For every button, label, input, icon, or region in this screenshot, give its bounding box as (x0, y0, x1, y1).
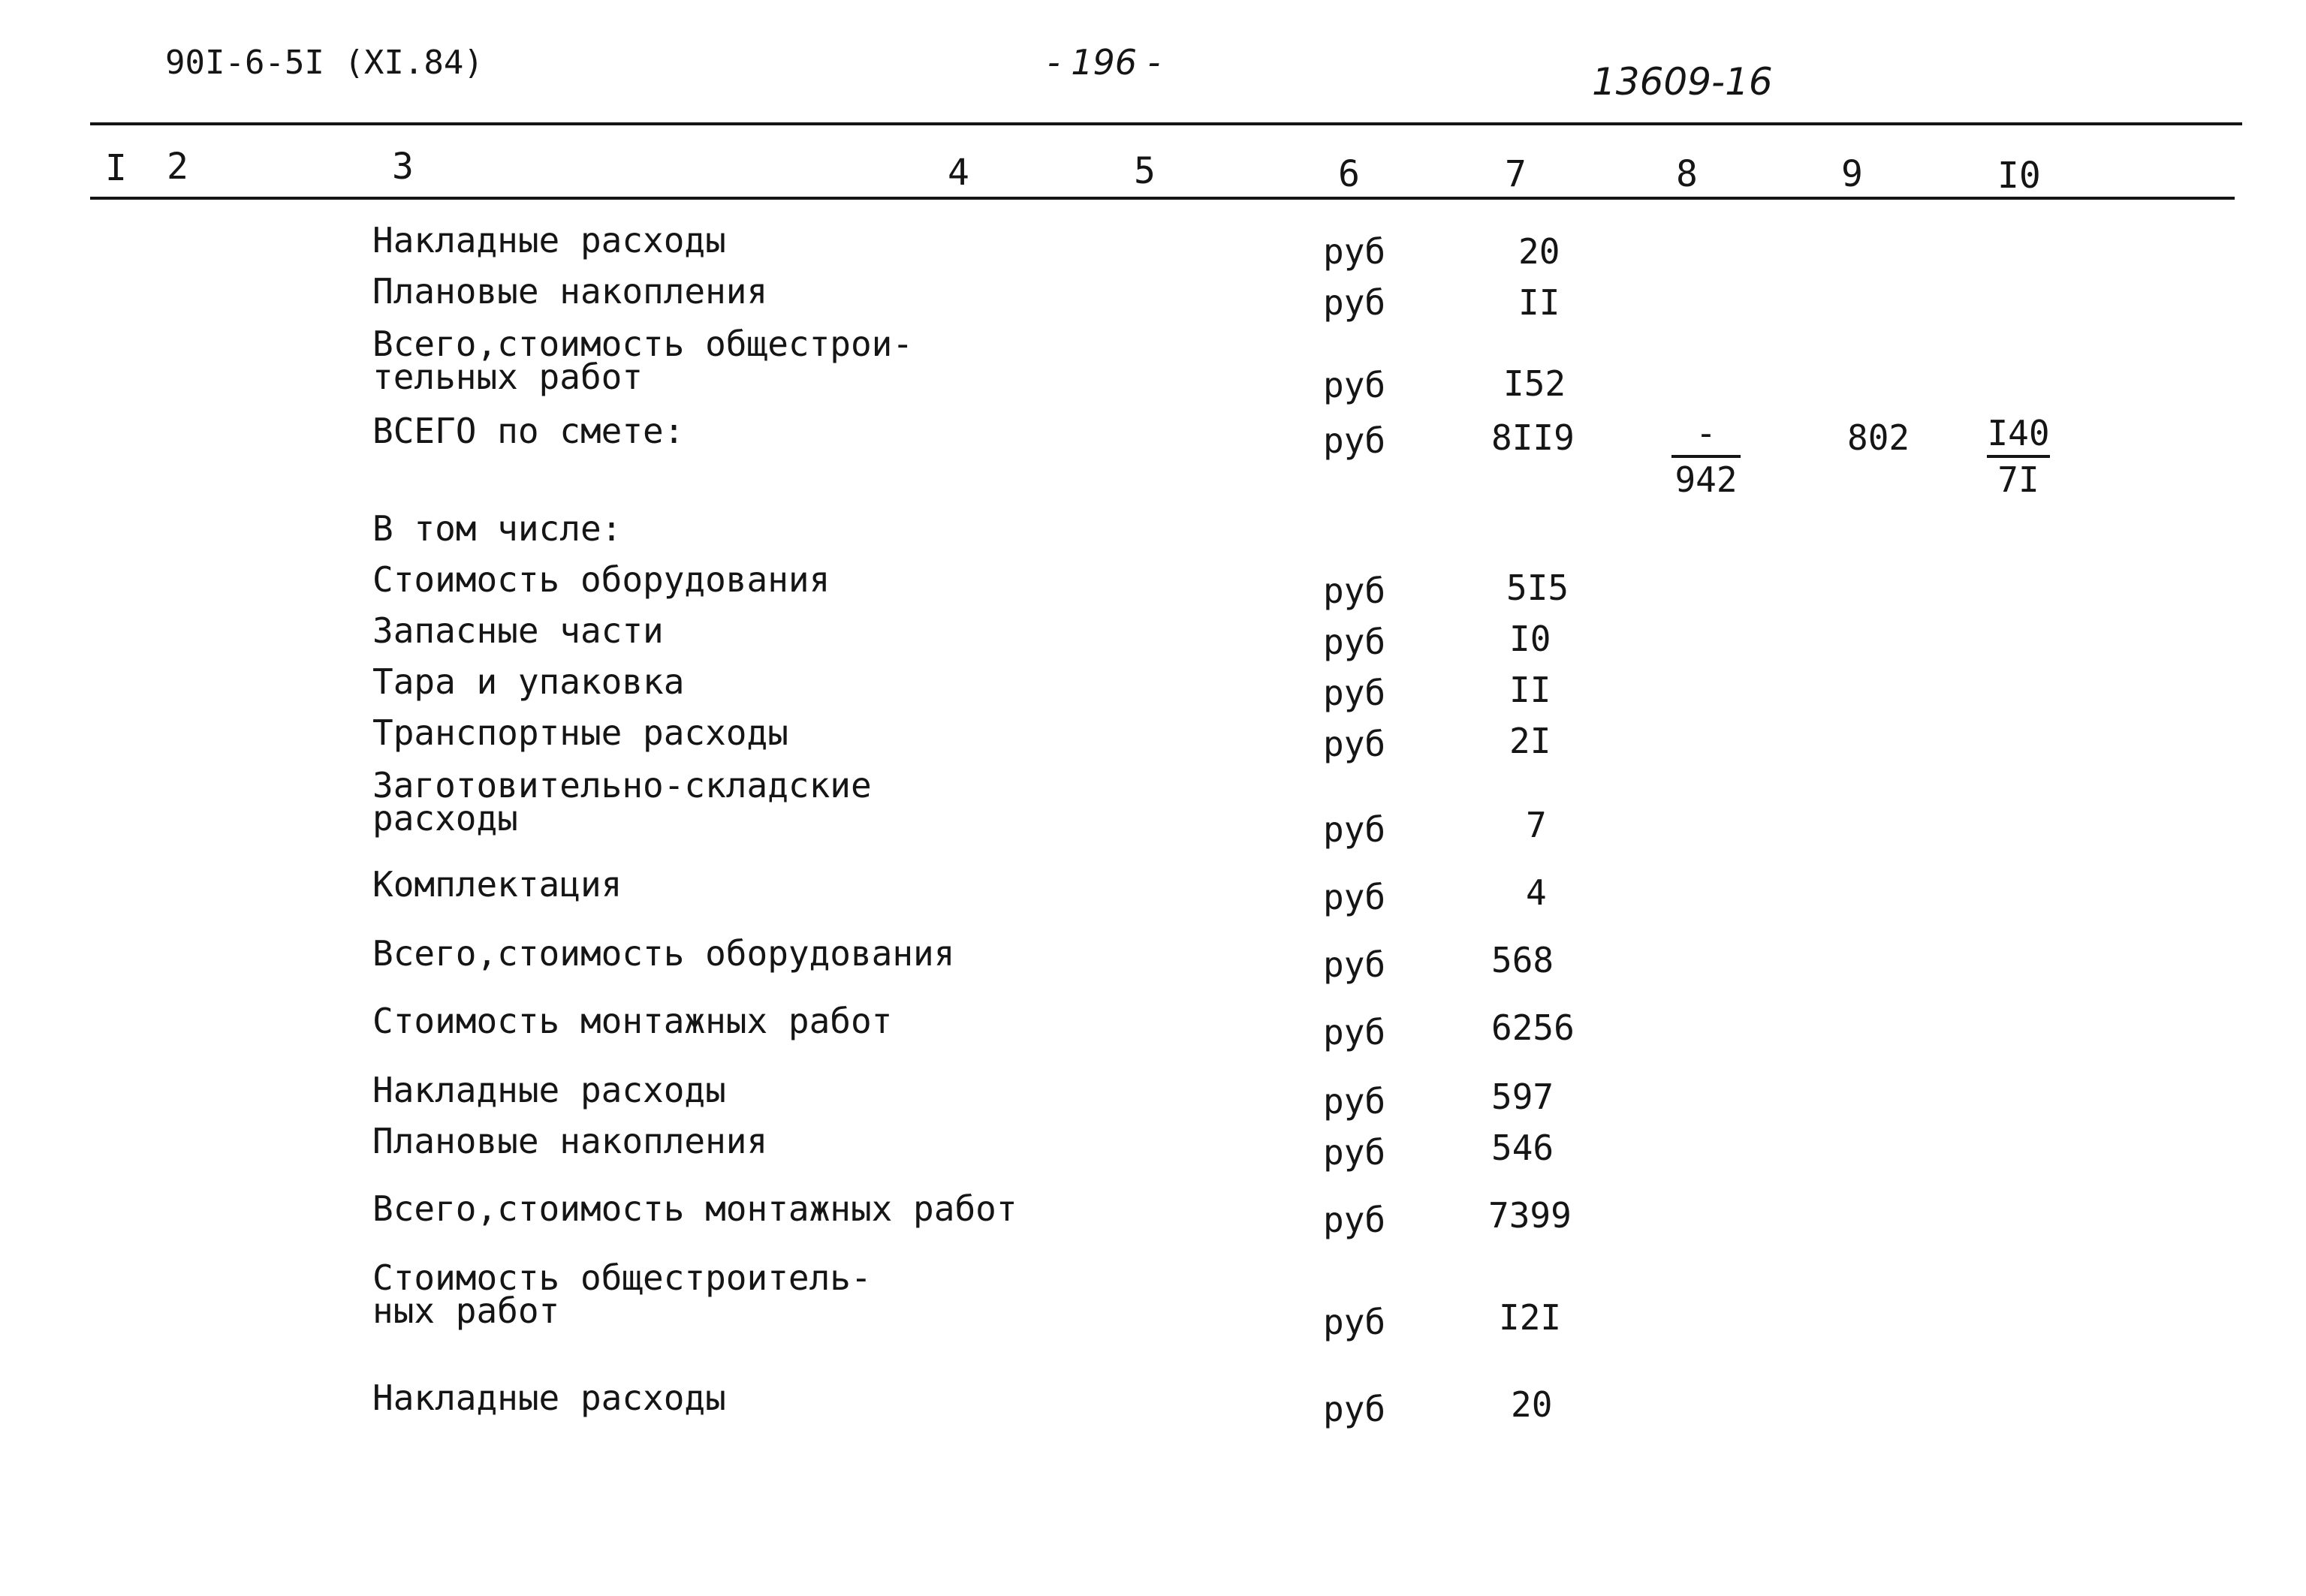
row-9-value: 2I (1509, 721, 1551, 761)
row-10-description-line-2: расходы (372, 798, 518, 839)
row-11-description: Комплектация (372, 864, 622, 905)
row-8-unit: руб (1323, 673, 1386, 713)
column-number-10: I0 (1997, 155, 2041, 197)
column-number-5: 5 (1134, 150, 1156, 192)
row-10-unit: руб (1323, 809, 1386, 850)
column-number-6: 6 (1338, 153, 1360, 195)
column-number-3: 3 (392, 146, 414, 188)
row-9-description: Транспортные расходы (372, 712, 788, 753)
row-12-value: 568 (1491, 940, 1554, 980)
column-header-rule (90, 197, 2235, 200)
row-15-unit: руб (1323, 1132, 1386, 1173)
row-18-description: Накладные расходы (372, 1378, 726, 1418)
row-4-description: ВСЕГО по смете: (372, 411, 685, 451)
row-1-value: 20 (1518, 231, 1560, 272)
row-14-value: 597 (1491, 1077, 1554, 1117)
column-number-9: 9 (1841, 153, 1863, 195)
row-17-value: I2I (1499, 1297, 1562, 1338)
row-10-description (372, 765, 872, 839)
row-13-value: 6256 (1491, 1007, 1575, 1048)
row-14-unit: руб (1323, 1081, 1386, 1122)
row-4-value: 8II9 (1491, 417, 1575, 458)
row-10-value: 7 (1526, 805, 1547, 845)
row-7-description: Запасные части (372, 610, 664, 651)
top-rule (90, 122, 2242, 125)
row-12-description: Всего,стоимость оборудования (372, 933, 955, 974)
row-7-value: I0 (1509, 619, 1551, 659)
row-15-value: 546 (1491, 1128, 1554, 1168)
column-number-2: 2 (167, 146, 188, 188)
row-5-description: В том числе: (372, 508, 622, 549)
row-3-unit: руб (1323, 365, 1386, 405)
row-6-unit: руб (1323, 571, 1386, 611)
row-11-value: 4 (1526, 872, 1547, 913)
row-18-value: 20 (1511, 1384, 1553, 1425)
column-number-1: I (105, 147, 127, 189)
row-6-description: Стоимость оборудования (372, 559, 830, 600)
row-3-description-line-2: тельных работ (372, 357, 644, 397)
row-14-description: Накладные расходы (372, 1070, 726, 1110)
total-col9-value: 802 (1847, 417, 1910, 458)
row-16-description: Всего,стоимость монтажных работ (372, 1188, 1017, 1229)
document-code: 90I-6-5I (XI.84) (165, 44, 484, 82)
row-17-description-line-2: ных работ (372, 1290, 560, 1331)
row-3-value: I52 (1503, 363, 1566, 404)
total-col8-denominator: 942 (1674, 459, 1738, 500)
column-number-8: 8 (1676, 153, 1698, 195)
total-col10-fraction (1987, 413, 2050, 500)
inventory-number: 13609-16 (1592, 60, 1773, 104)
row-2-value: II (1518, 282, 1560, 323)
row-18-unit: руб (1323, 1389, 1386, 1429)
row-6-value: 5I5 (1506, 568, 1569, 608)
row-13-description: Стоимость монтажных работ (372, 1001, 893, 1041)
row-16-unit: руб (1323, 1200, 1386, 1240)
row-12-unit: руб (1323, 944, 1386, 985)
row-1-unit: руб (1323, 231, 1386, 272)
row-17-unit: руб (1323, 1302, 1386, 1342)
row-3-description-line-1: Всего,стоимость общестрои- (372, 324, 914, 364)
total-col8-fraction (1671, 413, 1741, 500)
row-16-value: 7399 (1488, 1195, 1572, 1236)
row-8-value: II (1509, 670, 1551, 710)
row-1-description: Накладные расходы (372, 220, 726, 260)
row-3-description (372, 324, 914, 397)
row-4-unit: руб (1323, 420, 1386, 461)
column-number-7: 7 (1505, 153, 1527, 195)
row-13-unit: руб (1323, 1012, 1386, 1052)
row-7-unit: руб (1323, 622, 1386, 662)
row-17-description (372, 1257, 872, 1331)
row-17-description-line-1: Стоимость общестроитель- (372, 1257, 872, 1298)
row-15-description: Плановые накопления (372, 1121, 768, 1161)
row-8-description: Тара и упаковка (372, 661, 685, 702)
page-number: - 196 - (1047, 42, 1161, 83)
row-2-unit: руб (1323, 282, 1386, 323)
total-col8-numerator: - (1671, 413, 1741, 458)
row-10-description-line-1: Заготовительно-складские (372, 765, 872, 806)
row-9-unit: руб (1323, 724, 1386, 764)
total-col10-denominator: 7I (1997, 459, 2039, 500)
row-2-description: Плановые накопления (372, 271, 768, 312)
total-col10-numerator: I40 (1987, 413, 2050, 458)
column-number-4: 4 (948, 152, 969, 194)
row-11-unit: руб (1323, 877, 1386, 917)
